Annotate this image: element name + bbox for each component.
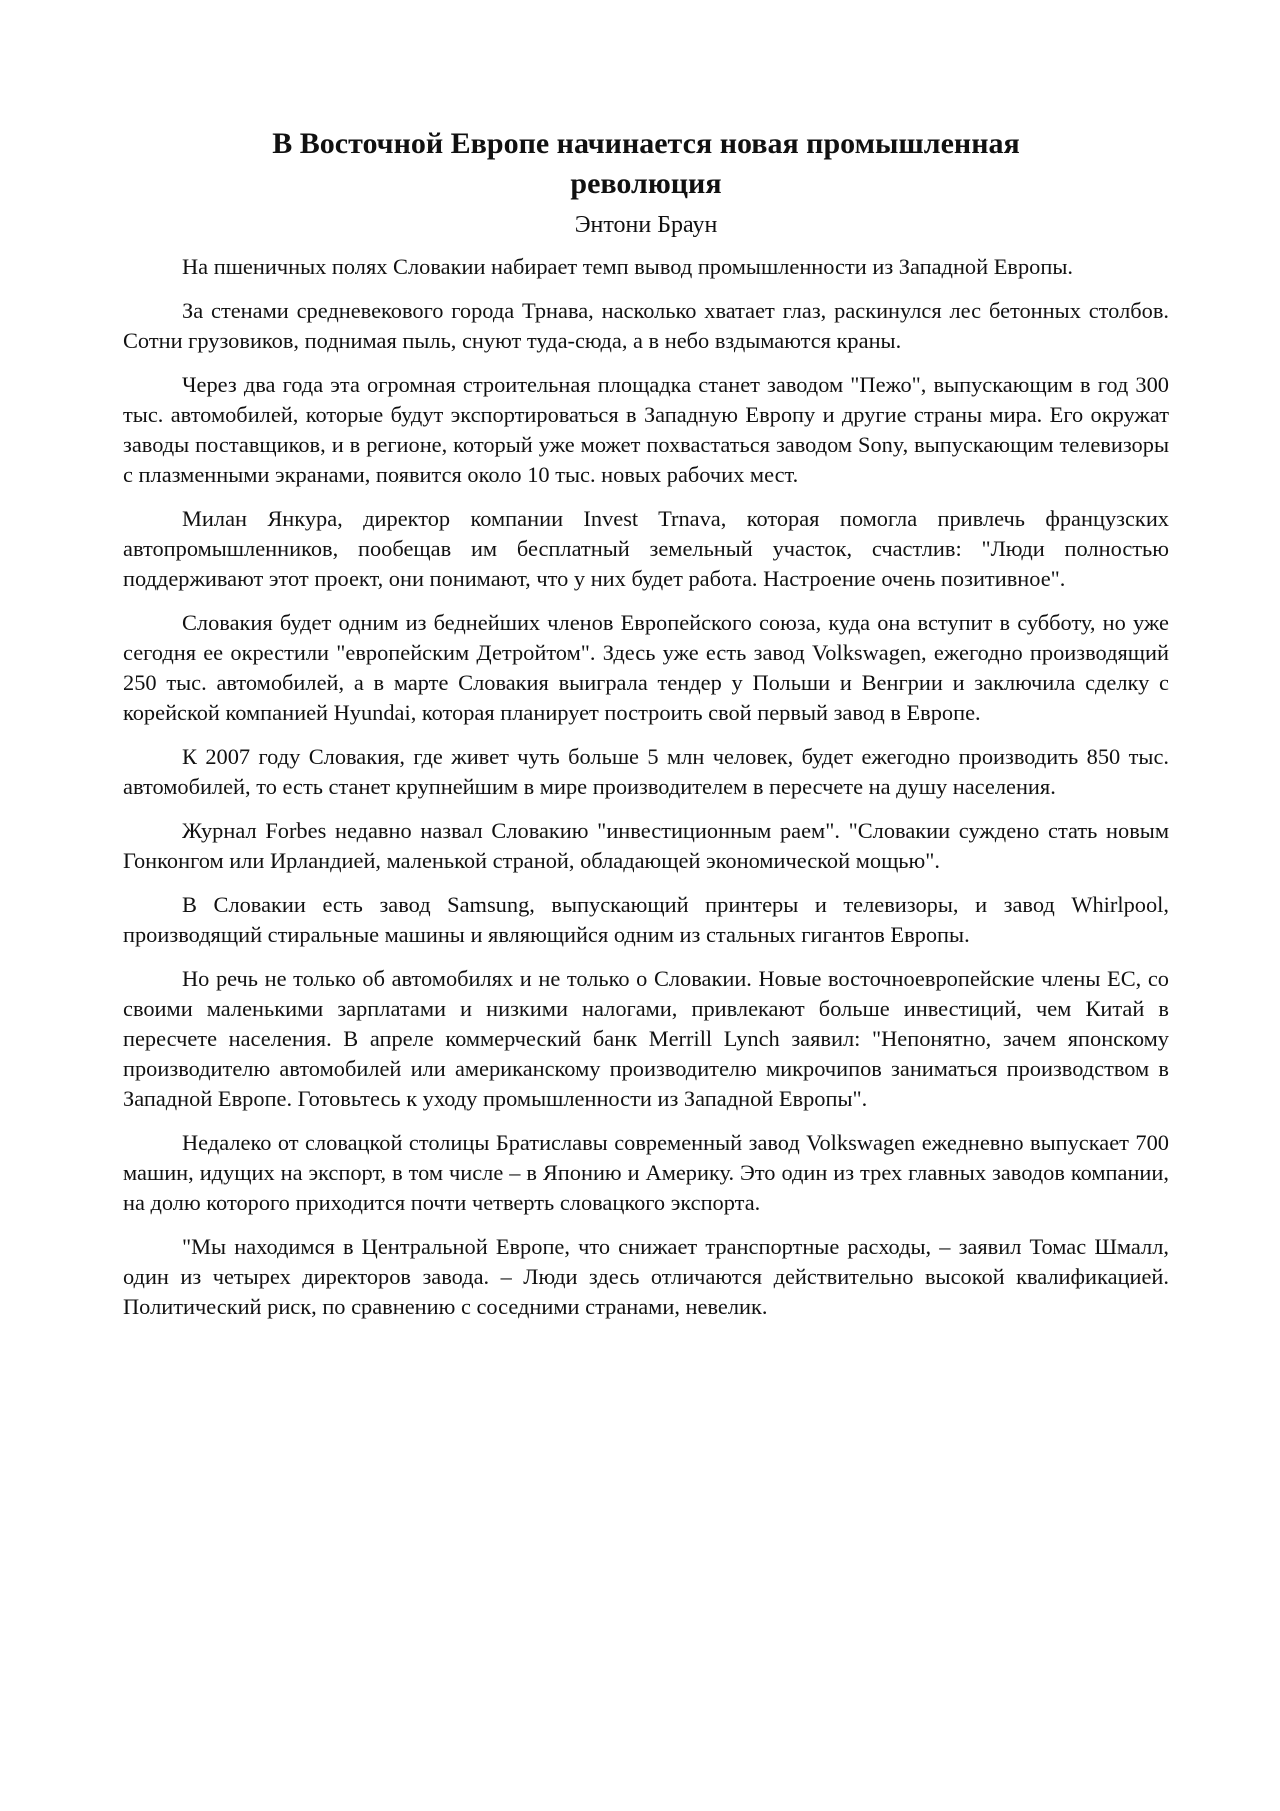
paragraph: Милан Янкура, директор компании Invest Trnava, которая помогла привлечь французских автопромышленников, пообещав им бесплатный земельный участок, счастлив: "Люди полностью поддерживают этот проект, они понимают, что у них будет работа. Настроение очень позитивное". bbox=[123, 506, 1169, 591]
document-page bbox=[123, 124, 1169, 1336]
paragraph: Но речь не только об автомобилях и не только о Словакии. Новые восточноевропейские члены ЕС, со своими маленькими зарплатами и низкими налогами, привлекают больше инвестиций, чем Китай в пересчете населения. В апреле коммерческий банк Merrill Lynch заявил: "Непонятно, зачем японскому производителю автомобилей или американскому производителю микрочипов заниматься производством в Западной Европе. Готовьтесь к уходу промышленности из Западной Европы". bbox=[123, 966, 1169, 1111]
paragraph: На пшеничных полях Словакии набирает темп вывод промышленности из Западной Европы. bbox=[182, 254, 1073, 279]
paragraph: "Мы находимся в Центральной Европе, что снижает транспортные расходы, – заявил Томас Шмалл, один из четырех директоров завода. – Люди здесь отличаются действительно высокой квалификацией. Политический риск, по сравнению с соседними странами, невелик. bbox=[123, 1234, 1169, 1319]
paragraph: Словакия будет одним из беднейших членов Европейского союза, куда она вступит в субботу, но уже сегодня ее окрестили "европейским Детройтом". Здесь уже есть завод Volkswagen, ежегодно производящий 250 тыс. автомобилей, а в марте Словакия выиграла тендер у Польши и Венгрии и заключила сделку с корейской компанией Hyundai, которая планирует построить свой первый завод в Европе. bbox=[123, 610, 1169, 725]
article-author: Энтони Браун bbox=[574, 212, 718, 238]
paragraph: Недалеко от словацкой столицы Братиславы современный завод Volkswagen ежедневно выпускает 700 машин, идущих на экспорт, в том числе – в Японию и Америку. Это один из трех главных заводов компании, на долю которого приходится почти четверть словацкого экспорта. bbox=[123, 1130, 1169, 1215]
paragraph: За стенами средневекового города Трнава, насколько хватает глаз, раскинулся лес бетонных столбов. Сотни грузовиков, поднимая пыль, снуют туда-сюда, а в небо вздымаются краны. bbox=[123, 298, 1169, 353]
paragraph: В Словакии есть завод Samsung, выпускающий принтеры и телевизоры, и завод Whirlpool, производящий стиральные машины и являющийся одним из стальных гигантов Европы. bbox=[123, 892, 1169, 947]
paragraph: Через два года эта огромная строительная площадка станет заводом "Пежо", выпускающим в год 300 тыс. автомобилей, которые будут экспортироваться в Западную Европу и другие страны мира. Его окружат заводы поставщиков, и в регионе, который уже может похвастаться заводом Sony, выпускающим телевизоры с плазменными экранами, появится около 10 тыс. новых рабочих мест. bbox=[123, 372, 1169, 487]
article-title: В Восточной Европе начинается новая промышленная революция bbox=[272, 127, 1020, 200]
paragraph: Журнал Forbes недавно назвал Словакию "инвестиционным раем". "Словакии суждено стать новым Гонконгом или Ирландией, маленькой страной, обладающей экономической мощью". bbox=[123, 818, 1169, 873]
paragraph: К 2007 году Словакия, где живет чуть больше 5 млн человек, будет ежегодно производить 850 тыс. автомобилей, то есть станет крупнейшим в мире производителем в пересчете на душу населения. bbox=[123, 744, 1169, 799]
